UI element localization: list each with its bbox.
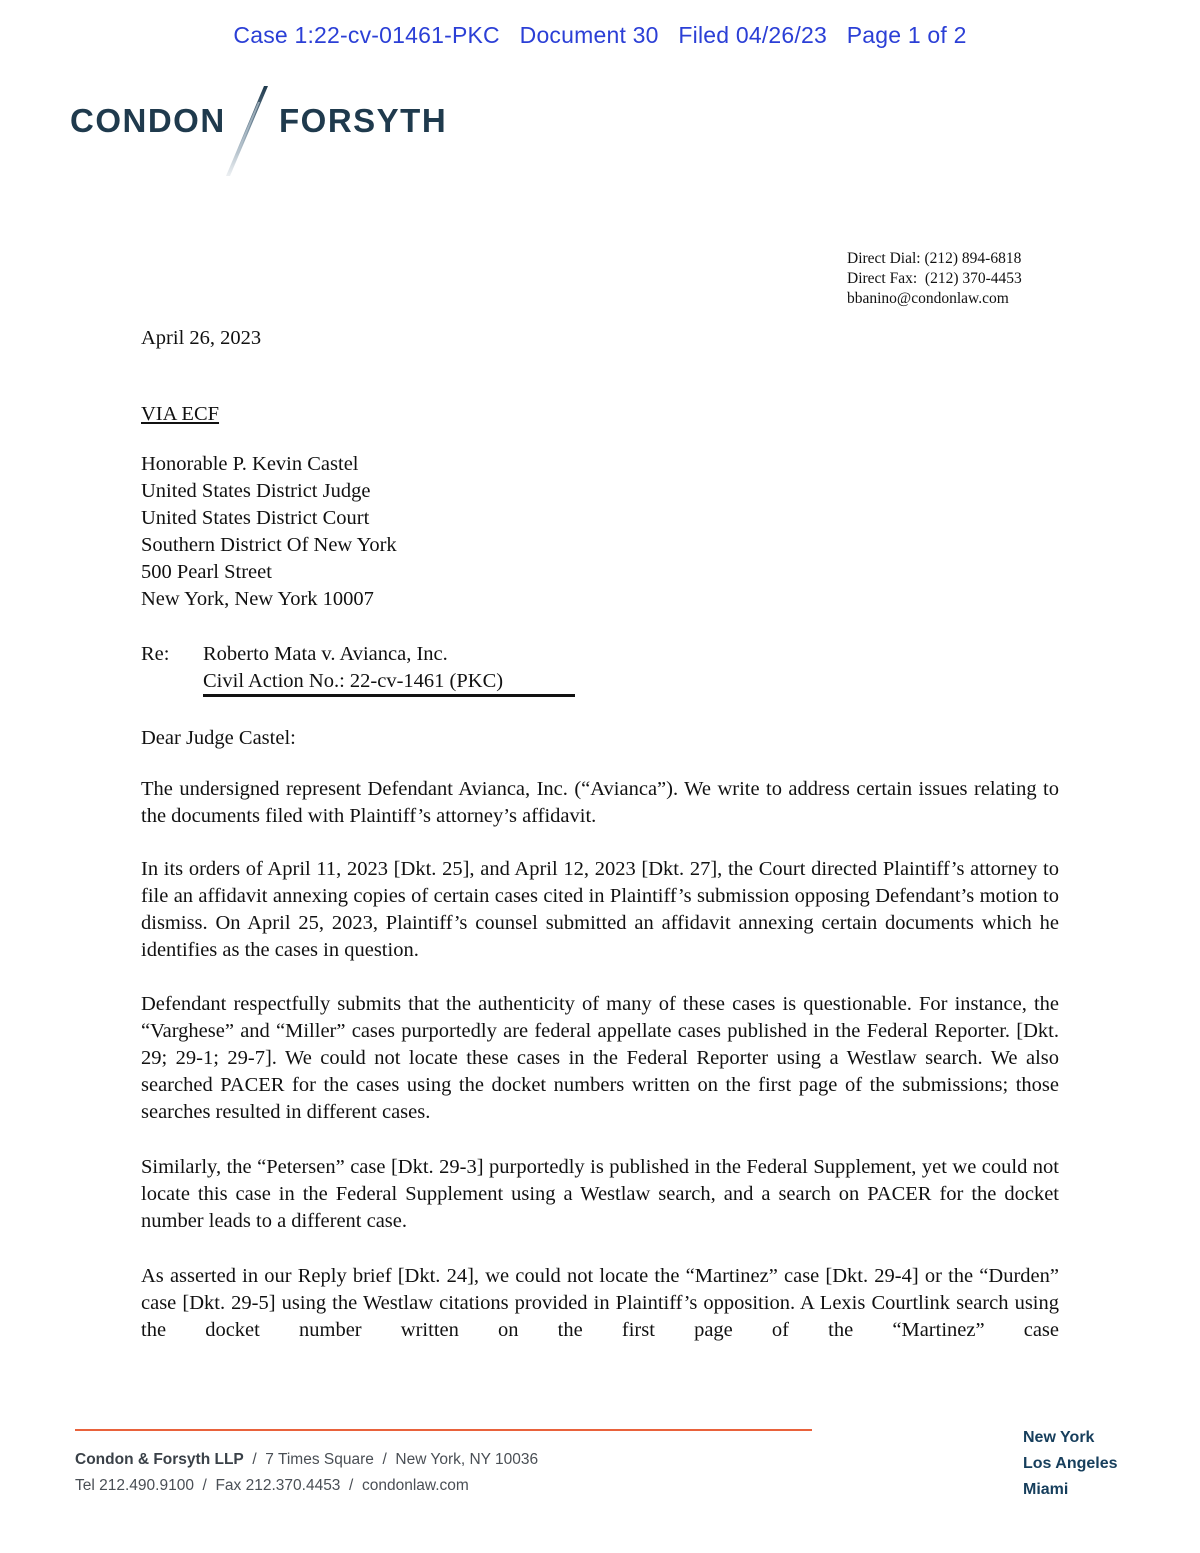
city-miami: Miami [1023, 1481, 1069, 1498]
addressee-block [141, 451, 397, 613]
body-paragraph: Defendant respectfully submits that the authenticity of many of these cases is questionable. For instance, the “Varghese” and “Miller” cases purportedly are federal appellate cases published in the Federal Reporter. [Dkt. 29; 29-1; 29-7]. We could not locate these cases in the Federal Reporter using a Westlaw search. We also searched PACER for the cases using the docket numbers written on the first page of the submissions; those searches resulted in different cases. [141, 993, 1059, 1123]
footer-address-line [75, 1451, 538, 1469]
addressee-line: United States District Court [141, 507, 370, 529]
contact-block [847, 249, 1022, 309]
case-caption: Roberto Mata v. Avianca, Inc. [203, 643, 448, 665]
city-new-york: New York [1023, 1429, 1095, 1446]
body-paragraph: Similarly, the “Petersen” case [Dkt. 29-3] purportedly is published in the Federal Supplement, yet we could not locate this case in the Federal Supplement using a Westlaw search, and a search on PACER for the docket number leads to a different case. [141, 1156, 1059, 1232]
body-paragraph: In its orders of April 11, 2023 [Dkt. 25], and April 12, 2023 [Dkt. 27], the Court directed Plaintiff’s attorney to file an affidavit annexing copies of certain cases cited in Plaintiff’s submission opposing Defendant’s motion to dismiss. On April 25, 2023, Plaintiff’s counsel submitted an affidavit annexing certain documents which he identifies as the cases in question. [141, 858, 1059, 961]
letter-date: April 26, 2023 [141, 327, 262, 349]
delivery-method: VIA ECF [141, 403, 220, 425]
firm-logo [68, 84, 468, 180]
city-los-angeles: Los Angeles [1023, 1455, 1118, 1472]
addressee-line: United States District Judge [141, 480, 371, 502]
addressee-line: 500 Pearl Street [141, 561, 272, 583]
direct-dial: Direct Dial: (212) 894-6818 [847, 250, 1022, 267]
re-underline [203, 694, 575, 697]
civil-action-number: Civil Action No.: 22-cv-1461 (PKC) [203, 670, 504, 692]
office-cities [1023, 1425, 1118, 1503]
logo-slash-icon [218, 84, 278, 180]
addressee-line: Southern District Of New York [141, 534, 397, 556]
footer-divider [75, 1429, 812, 1431]
body-paragraph: The undersigned represent Defendant Avianca, Inc. (“Avianca”). We write to address certain issues relating to the documents filed with Plaintiff’s attorney’s affidavit. [141, 778, 1059, 827]
logo-word-forsyth: FORSYTH [279, 102, 448, 139]
footer-address: / 7 Times Square / New York, NY 10036 [243, 1451, 539, 1468]
footer-firm-name: Condon & Forsyth LLP [75, 1451, 244, 1468]
ecf-filing-header: Case 1:22-cv-01461-PKC Document 30 Filed 04/26/23 Page 1 of 2 [233, 22, 967, 48]
email-address: bbanino@condonlaw.com [847, 290, 1009, 307]
salutation: Dear Judge Castel: [141, 727, 296, 749]
addressee-line: New York, New York 10007 [141, 588, 374, 610]
footer-contact-line: Tel 212.490.9100 / Fax 212.370.4453 / condonlaw.com [75, 1477, 469, 1494]
direct-fax: Direct Fax: (212) 370-4453 [847, 270, 1022, 287]
addressee-line: Honorable P. Kevin Castel [141, 453, 359, 475]
logo-word-condon: CONDON [70, 102, 226, 139]
re-label: Re: [141, 643, 170, 665]
body-paragraph: As asserted in our Reply brief [Dkt. 24], we could not locate the “Martinez” case [Dkt. 29-4] or the “Durden” case [Dkt. 29-5] using the Westlaw citations provided in Plaintiff’s opposition. A Lexis Courtlink search using the docket number written on the first page of the “Martinez” case [141, 1265, 1059, 1341]
